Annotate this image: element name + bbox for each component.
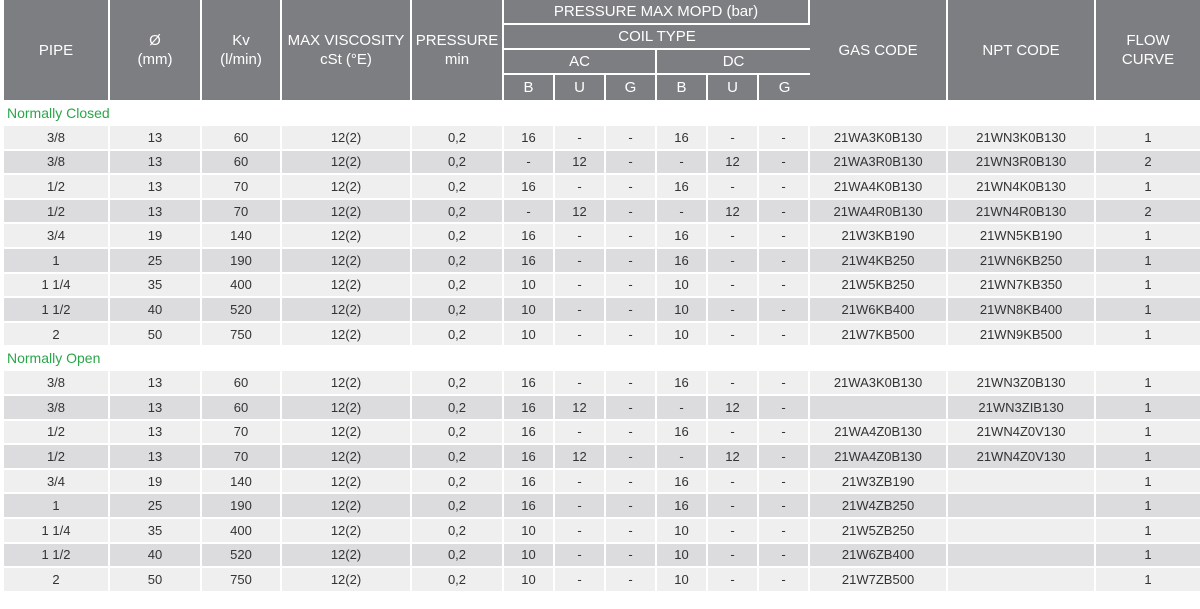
cell-viscosity: 12(2): [282, 470, 412, 495]
cell-npt-code: 21WN4Z0V130: [948, 445, 1096, 470]
cell-npt-code: [948, 568, 1096, 593]
cell-viscosity: 12(2): [282, 445, 412, 470]
cell-pressure: 0,2: [412, 224, 504, 249]
cell-ac-b: 10: [504, 298, 555, 323]
cell-dc-g: -: [759, 544, 810, 569]
cell-dc-b: -: [657, 445, 708, 470]
cell-dc-b: -: [657, 200, 708, 225]
cell-kv: 750: [202, 568, 282, 593]
table-row: [4, 175, 1200, 200]
cell-ac-g: -: [606, 200, 657, 225]
header-flow-curve: FLOW CURVE: [1096, 0, 1200, 102]
cell-dc-b: 10: [657, 323, 708, 348]
cell-diameter: 13: [110, 421, 202, 446]
cell-pressure: 0,2: [412, 200, 504, 225]
header-mopd: PRESSURE MAX MOPD (bar): [504, 0, 810, 25]
cell-pressure: 0,2: [412, 470, 504, 495]
cell-viscosity: 12(2): [282, 421, 412, 446]
cell-dc-g: -: [759, 421, 810, 446]
cell-viscosity: 12(2): [282, 224, 412, 249]
cell-diameter: 25: [110, 494, 202, 519]
cell-flow-curve: 1: [1096, 445, 1200, 470]
cell-flow-curve: 1: [1096, 126, 1200, 151]
cell-ac-u: -: [555, 126, 606, 151]
cell-pipe: 3/8: [4, 396, 110, 421]
cell-pressure: 0,2: [412, 445, 504, 470]
cell-kv: 70: [202, 175, 282, 200]
header-ac-g: G: [606, 75, 657, 102]
cell-pipe: 1/2: [4, 200, 110, 225]
cell-ac-b: 16: [504, 494, 555, 519]
cell-diameter: 19: [110, 470, 202, 495]
cell-ac-g: -: [606, 175, 657, 200]
cell-kv: 60: [202, 396, 282, 421]
cell-dc-b: 16: [657, 126, 708, 151]
cell-diameter: 13: [110, 200, 202, 225]
cell-viscosity: 12(2): [282, 323, 412, 348]
cell-ac-b: 16: [504, 371, 555, 396]
cell-viscosity: 12(2): [282, 396, 412, 421]
cell-ac-u: -: [555, 519, 606, 544]
cell-diameter: 13: [110, 445, 202, 470]
table-row: [4, 421, 1200, 446]
cell-npt-code: 21WN7KB350: [948, 274, 1096, 299]
cell-pipe: 1/2: [4, 445, 110, 470]
cell-kv: 750: [202, 323, 282, 348]
cell-dc-u: -: [708, 323, 759, 348]
cell-dc-u: -: [708, 421, 759, 446]
cell-ac-u: 12: [555, 200, 606, 225]
cell-viscosity: 12(2): [282, 151, 412, 176]
cell-pipe: 2: [4, 323, 110, 348]
cell-gas-code: 21W6ZB400: [810, 544, 948, 569]
cell-diameter: 13: [110, 175, 202, 200]
table-row: [4, 323, 1200, 348]
cell-dc-u: 12: [708, 445, 759, 470]
cell-flow-curve: 1: [1096, 274, 1200, 299]
cell-npt-code: 21WN3R0B130: [948, 151, 1096, 176]
cell-kv: 70: [202, 421, 282, 446]
header-ac-b: B: [504, 75, 555, 102]
cell-dc-g: -: [759, 249, 810, 274]
cell-ac-b: 10: [504, 544, 555, 569]
cell-pressure: 0,2: [412, 323, 504, 348]
cell-npt-code: 21WN3Z0B130: [948, 371, 1096, 396]
cell-npt-code: [948, 544, 1096, 569]
cell-ac-g: -: [606, 126, 657, 151]
cell-pipe: 3/4: [4, 470, 110, 495]
table-row: [4, 519, 1200, 544]
cell-diameter: 13: [110, 151, 202, 176]
table-header: [4, 0, 1200, 102]
cell-kv: 60: [202, 371, 282, 396]
cell-pressure: 0,2: [412, 151, 504, 176]
cell-dc-g: -: [759, 298, 810, 323]
cell-gas-code: 21W6KB400: [810, 298, 948, 323]
cell-gas-code: 21W4KB250: [810, 249, 948, 274]
header-kv: Kv (l/min): [202, 0, 282, 102]
cell-flow-curve: 1: [1096, 249, 1200, 274]
cell-ac-g: -: [606, 494, 657, 519]
cell-flow-curve: 1: [1096, 298, 1200, 323]
cell-dc-g: -: [759, 396, 810, 421]
cell-npt-code: [948, 494, 1096, 519]
cell-flow-curve: 2: [1096, 200, 1200, 225]
table-row: [4, 126, 1200, 151]
cell-ac-b: 10: [504, 568, 555, 593]
table-body: [4, 102, 1200, 593]
cell-flow-curve: 1: [1096, 396, 1200, 421]
cell-pressure: 0,2: [412, 494, 504, 519]
cell-pipe: 1 1/4: [4, 519, 110, 544]
table-row: [4, 200, 1200, 225]
header-gas-code: GAS CODE: [810, 0, 948, 102]
cell-pipe: 1/2: [4, 175, 110, 200]
table-row: [4, 544, 1200, 569]
cell-npt-code: 21WN9KB500: [948, 323, 1096, 348]
cell-dc-g: -: [759, 323, 810, 348]
cell-dc-b: 16: [657, 371, 708, 396]
cell-dc-u: -: [708, 568, 759, 593]
table-row: [4, 470, 1200, 495]
cell-diameter: 13: [110, 396, 202, 421]
cell-dc-g: -: [759, 494, 810, 519]
cell-dc-u: -: [708, 494, 759, 519]
cell-ac-g: -: [606, 323, 657, 348]
cell-ac-u: -: [555, 371, 606, 396]
cell-gas-code: 21W3KB190: [810, 224, 948, 249]
cell-diameter: 13: [110, 126, 202, 151]
cell-ac-u: -: [555, 323, 606, 348]
cell-pipe: 3/8: [4, 126, 110, 151]
cell-pipe: 1 1/2: [4, 544, 110, 569]
table-row: [4, 249, 1200, 274]
cell-dc-g: -: [759, 151, 810, 176]
cell-ac-g: -: [606, 151, 657, 176]
cell-ac-b: 16: [504, 249, 555, 274]
cell-ac-u: -: [555, 274, 606, 299]
header-ac: AC: [504, 50, 657, 75]
cell-flow-curve: 1: [1096, 519, 1200, 544]
cell-ac-b: -: [504, 200, 555, 225]
cell-ac-g: -: [606, 421, 657, 446]
cell-dc-g: -: [759, 371, 810, 396]
cell-viscosity: 12(2): [282, 175, 412, 200]
cell-pipe: 1 1/2: [4, 298, 110, 323]
cell-npt-code: 21WN5KB190: [948, 224, 1096, 249]
cell-kv: 520: [202, 298, 282, 323]
cell-ac-u: -: [555, 494, 606, 519]
cell-viscosity: 12(2): [282, 200, 412, 225]
cell-pipe: 1: [4, 249, 110, 274]
cell-gas-code: 21W5KB250: [810, 274, 948, 299]
cell-ac-b: 16: [504, 470, 555, 495]
cell-ac-b: 16: [504, 224, 555, 249]
cell-dc-b: 16: [657, 470, 708, 495]
cell-pressure: 0,2: [412, 175, 504, 200]
header-diameter: Ø (mm): [110, 0, 202, 102]
cell-ac-g: -: [606, 224, 657, 249]
cell-ac-u: -: [555, 544, 606, 569]
cell-ac-b: 10: [504, 274, 555, 299]
cell-viscosity: 12(2): [282, 544, 412, 569]
table-row: [4, 494, 1200, 519]
header-npt-code: NPT CODE: [948, 0, 1096, 102]
cell-flow-curve: 1: [1096, 371, 1200, 396]
header-ac-u: U: [555, 75, 606, 102]
cell-ac-u: -: [555, 249, 606, 274]
cell-dc-b: 16: [657, 494, 708, 519]
cell-npt-code: 21WN3ZIB130: [948, 396, 1096, 421]
cell-flow-curve: 1: [1096, 175, 1200, 200]
cell-gas-code: [810, 396, 948, 421]
cell-dc-b: 10: [657, 544, 708, 569]
cell-pressure: 0,2: [412, 274, 504, 299]
cell-pressure: 0,2: [412, 126, 504, 151]
cell-ac-b: -: [504, 151, 555, 176]
cell-dc-b: 16: [657, 224, 708, 249]
section-title: Normally Closed: [4, 102, 1200, 126]
cell-gas-code: 21WA4R0B130: [810, 200, 948, 225]
section-header: [4, 102, 1200, 126]
cell-dc-b: 10: [657, 274, 708, 299]
cell-pressure: 0,2: [412, 396, 504, 421]
cell-npt-code: 21WN4R0B130: [948, 200, 1096, 225]
cell-viscosity: 12(2): [282, 274, 412, 299]
cell-dc-u: -: [708, 371, 759, 396]
table-row: [4, 224, 1200, 249]
header-dc-u: U: [708, 75, 759, 102]
cell-dc-u: -: [708, 224, 759, 249]
cell-dc-b: 10: [657, 298, 708, 323]
cell-dc-u: -: [708, 298, 759, 323]
cell-ac-u: -: [555, 175, 606, 200]
table-row: [4, 568, 1200, 593]
cell-dc-u: 12: [708, 396, 759, 421]
cell-dc-b: -: [657, 151, 708, 176]
cell-flow-curve: 1: [1096, 224, 1200, 249]
cell-kv: 140: [202, 470, 282, 495]
cell-gas-code: 21W7ZB500: [810, 568, 948, 593]
cell-npt-code: [948, 470, 1096, 495]
cell-dc-b: 16: [657, 421, 708, 446]
cell-ac-u: 12: [555, 445, 606, 470]
cell-pressure: 0,2: [412, 298, 504, 323]
cell-ac-u: 12: [555, 396, 606, 421]
cell-dc-b: 10: [657, 568, 708, 593]
cell-ac-b: 10: [504, 323, 555, 348]
cell-kv: 60: [202, 126, 282, 151]
cell-flow-curve: 1: [1096, 470, 1200, 495]
cell-ac-b: 10: [504, 519, 555, 544]
cell-ac-b: 16: [504, 445, 555, 470]
cell-pipe: 3/8: [4, 371, 110, 396]
cell-gas-code: 21WA4Z0B130: [810, 421, 948, 446]
cell-npt-code: [948, 519, 1096, 544]
cell-flow-curve: 1: [1096, 568, 1200, 593]
cell-ac-b: 16: [504, 421, 555, 446]
cell-kv: 190: [202, 249, 282, 274]
cell-gas-code: 21WA3R0B130: [810, 151, 948, 176]
cell-npt-code: 21WN4K0B130: [948, 175, 1096, 200]
cell-ac-g: -: [606, 249, 657, 274]
cell-diameter: 50: [110, 323, 202, 348]
cell-viscosity: 12(2): [282, 568, 412, 593]
cell-ac-g: -: [606, 445, 657, 470]
cell-dc-b: 16: [657, 175, 708, 200]
cell-ac-b: 16: [504, 175, 555, 200]
table-row: [4, 371, 1200, 396]
cell-dc-g: -: [759, 224, 810, 249]
cell-dc-b: 10: [657, 519, 708, 544]
cell-viscosity: 12(2): [282, 519, 412, 544]
cell-dc-u: -: [708, 126, 759, 151]
table-row: [4, 445, 1200, 470]
cell-npt-code: 21WN3K0B130: [948, 126, 1096, 151]
cell-npt-code: 21WN8KB400: [948, 298, 1096, 323]
cell-dc-g: -: [759, 519, 810, 544]
header-dc: DC: [657, 50, 810, 75]
cell-kv: 400: [202, 274, 282, 299]
cell-ac-b: 16: [504, 126, 555, 151]
section-header: [4, 347, 1200, 371]
cell-diameter: 13: [110, 371, 202, 396]
cell-gas-code: 21WA3K0B130: [810, 126, 948, 151]
cell-gas-code: 21W3ZB190: [810, 470, 948, 495]
header-max-viscosity: MAX VISCOSITY cSt (°E): [282, 0, 412, 102]
cell-pressure: 0,2: [412, 249, 504, 274]
cell-dc-u: -: [708, 544, 759, 569]
cell-dc-g: -: [759, 568, 810, 593]
cell-gas-code: 21W7KB500: [810, 323, 948, 348]
cell-gas-code: 21WA4K0B130: [810, 175, 948, 200]
cell-npt-code: 21WN6KB250: [948, 249, 1096, 274]
cell-kv: 60: [202, 151, 282, 176]
cell-dc-u: -: [708, 274, 759, 299]
cell-gas-code: 21W5ZB250: [810, 519, 948, 544]
cell-gas-code: 21WA4Z0B130: [810, 445, 948, 470]
cell-diameter: 19: [110, 224, 202, 249]
cell-dc-g: -: [759, 274, 810, 299]
cell-npt-code: 21WN4Z0V130: [948, 421, 1096, 446]
cell-ac-g: -: [606, 396, 657, 421]
cell-dc-u: 12: [708, 200, 759, 225]
section-title: Normally Open: [4, 347, 1200, 371]
cell-viscosity: 12(2): [282, 298, 412, 323]
cell-diameter: 35: [110, 274, 202, 299]
cell-pipe: 2: [4, 568, 110, 593]
cell-diameter: 40: [110, 298, 202, 323]
cell-kv: 70: [202, 445, 282, 470]
cell-pipe: 3/8: [4, 151, 110, 176]
cell-ac-g: -: [606, 568, 657, 593]
cell-dc-g: -: [759, 175, 810, 200]
cell-pressure: 0,2: [412, 568, 504, 593]
header-pipe: PIPE: [4, 0, 110, 102]
cell-ac-u: 12: [555, 151, 606, 176]
cell-flow-curve: 1: [1096, 544, 1200, 569]
cell-ac-g: -: [606, 274, 657, 299]
header-coil-type: COIL TYPE: [504, 25, 810, 50]
cell-kv: 190: [202, 494, 282, 519]
cell-flow-curve: 2: [1096, 151, 1200, 176]
cell-kv: 400: [202, 519, 282, 544]
cell-diameter: 50: [110, 568, 202, 593]
cell-pipe: 1/2: [4, 421, 110, 446]
cell-viscosity: 12(2): [282, 126, 412, 151]
cell-diameter: 35: [110, 519, 202, 544]
cell-ac-g: -: [606, 371, 657, 396]
cell-pressure: 0,2: [412, 421, 504, 446]
table-row: [4, 151, 1200, 176]
header-dc-g: G: [759, 75, 810, 102]
cell-dc-g: -: [759, 200, 810, 225]
cell-dc-b: 16: [657, 249, 708, 274]
header-pressure-min: PRESSURE min: [412, 0, 504, 102]
cell-dc-b: -: [657, 396, 708, 421]
cell-pipe: 1 1/4: [4, 274, 110, 299]
cell-diameter: 40: [110, 544, 202, 569]
cell-pressure: 0,2: [412, 371, 504, 396]
cell-dc-u: -: [708, 519, 759, 544]
cell-flow-curve: 1: [1096, 494, 1200, 519]
cell-ac-g: -: [606, 298, 657, 323]
cell-ac-g: -: [606, 519, 657, 544]
table-row: [4, 396, 1200, 421]
cell-ac-u: -: [555, 298, 606, 323]
cell-pressure: 0,2: [412, 519, 504, 544]
cell-ac-b: 16: [504, 396, 555, 421]
cell-ac-u: -: [555, 224, 606, 249]
header-dc-b: B: [657, 75, 708, 102]
cell-ac-u: -: [555, 568, 606, 593]
cell-dc-u: -: [708, 175, 759, 200]
cell-dc-u: -: [708, 249, 759, 274]
cell-pipe: 1: [4, 494, 110, 519]
cell-gas-code: 21W4ZB250: [810, 494, 948, 519]
cell-diameter: 25: [110, 249, 202, 274]
cell-gas-code: 21WA3K0B130: [810, 371, 948, 396]
cell-kv: 140: [202, 224, 282, 249]
cell-dc-g: -: [759, 445, 810, 470]
cell-dc-u: 12: [708, 151, 759, 176]
cell-dc-g: -: [759, 126, 810, 151]
cell-pressure: 0,2: [412, 544, 504, 569]
cell-dc-u: -: [708, 470, 759, 495]
table-row: [4, 298, 1200, 323]
cell-dc-g: -: [759, 470, 810, 495]
cell-viscosity: 12(2): [282, 249, 412, 274]
table-row: [4, 274, 1200, 299]
cell-ac-g: -: [606, 544, 657, 569]
cell-pipe: 3/4: [4, 224, 110, 249]
valve-spec-table: [4, 0, 1200, 593]
cell-ac-u: -: [555, 421, 606, 446]
cell-ac-g: -: [606, 470, 657, 495]
cell-flow-curve: 1: [1096, 421, 1200, 446]
cell-kv: 520: [202, 544, 282, 569]
cell-ac-u: -: [555, 470, 606, 495]
cell-flow-curve: 1: [1096, 323, 1200, 348]
cell-kv: 70: [202, 200, 282, 225]
cell-viscosity: 12(2): [282, 494, 412, 519]
cell-viscosity: 12(2): [282, 371, 412, 396]
